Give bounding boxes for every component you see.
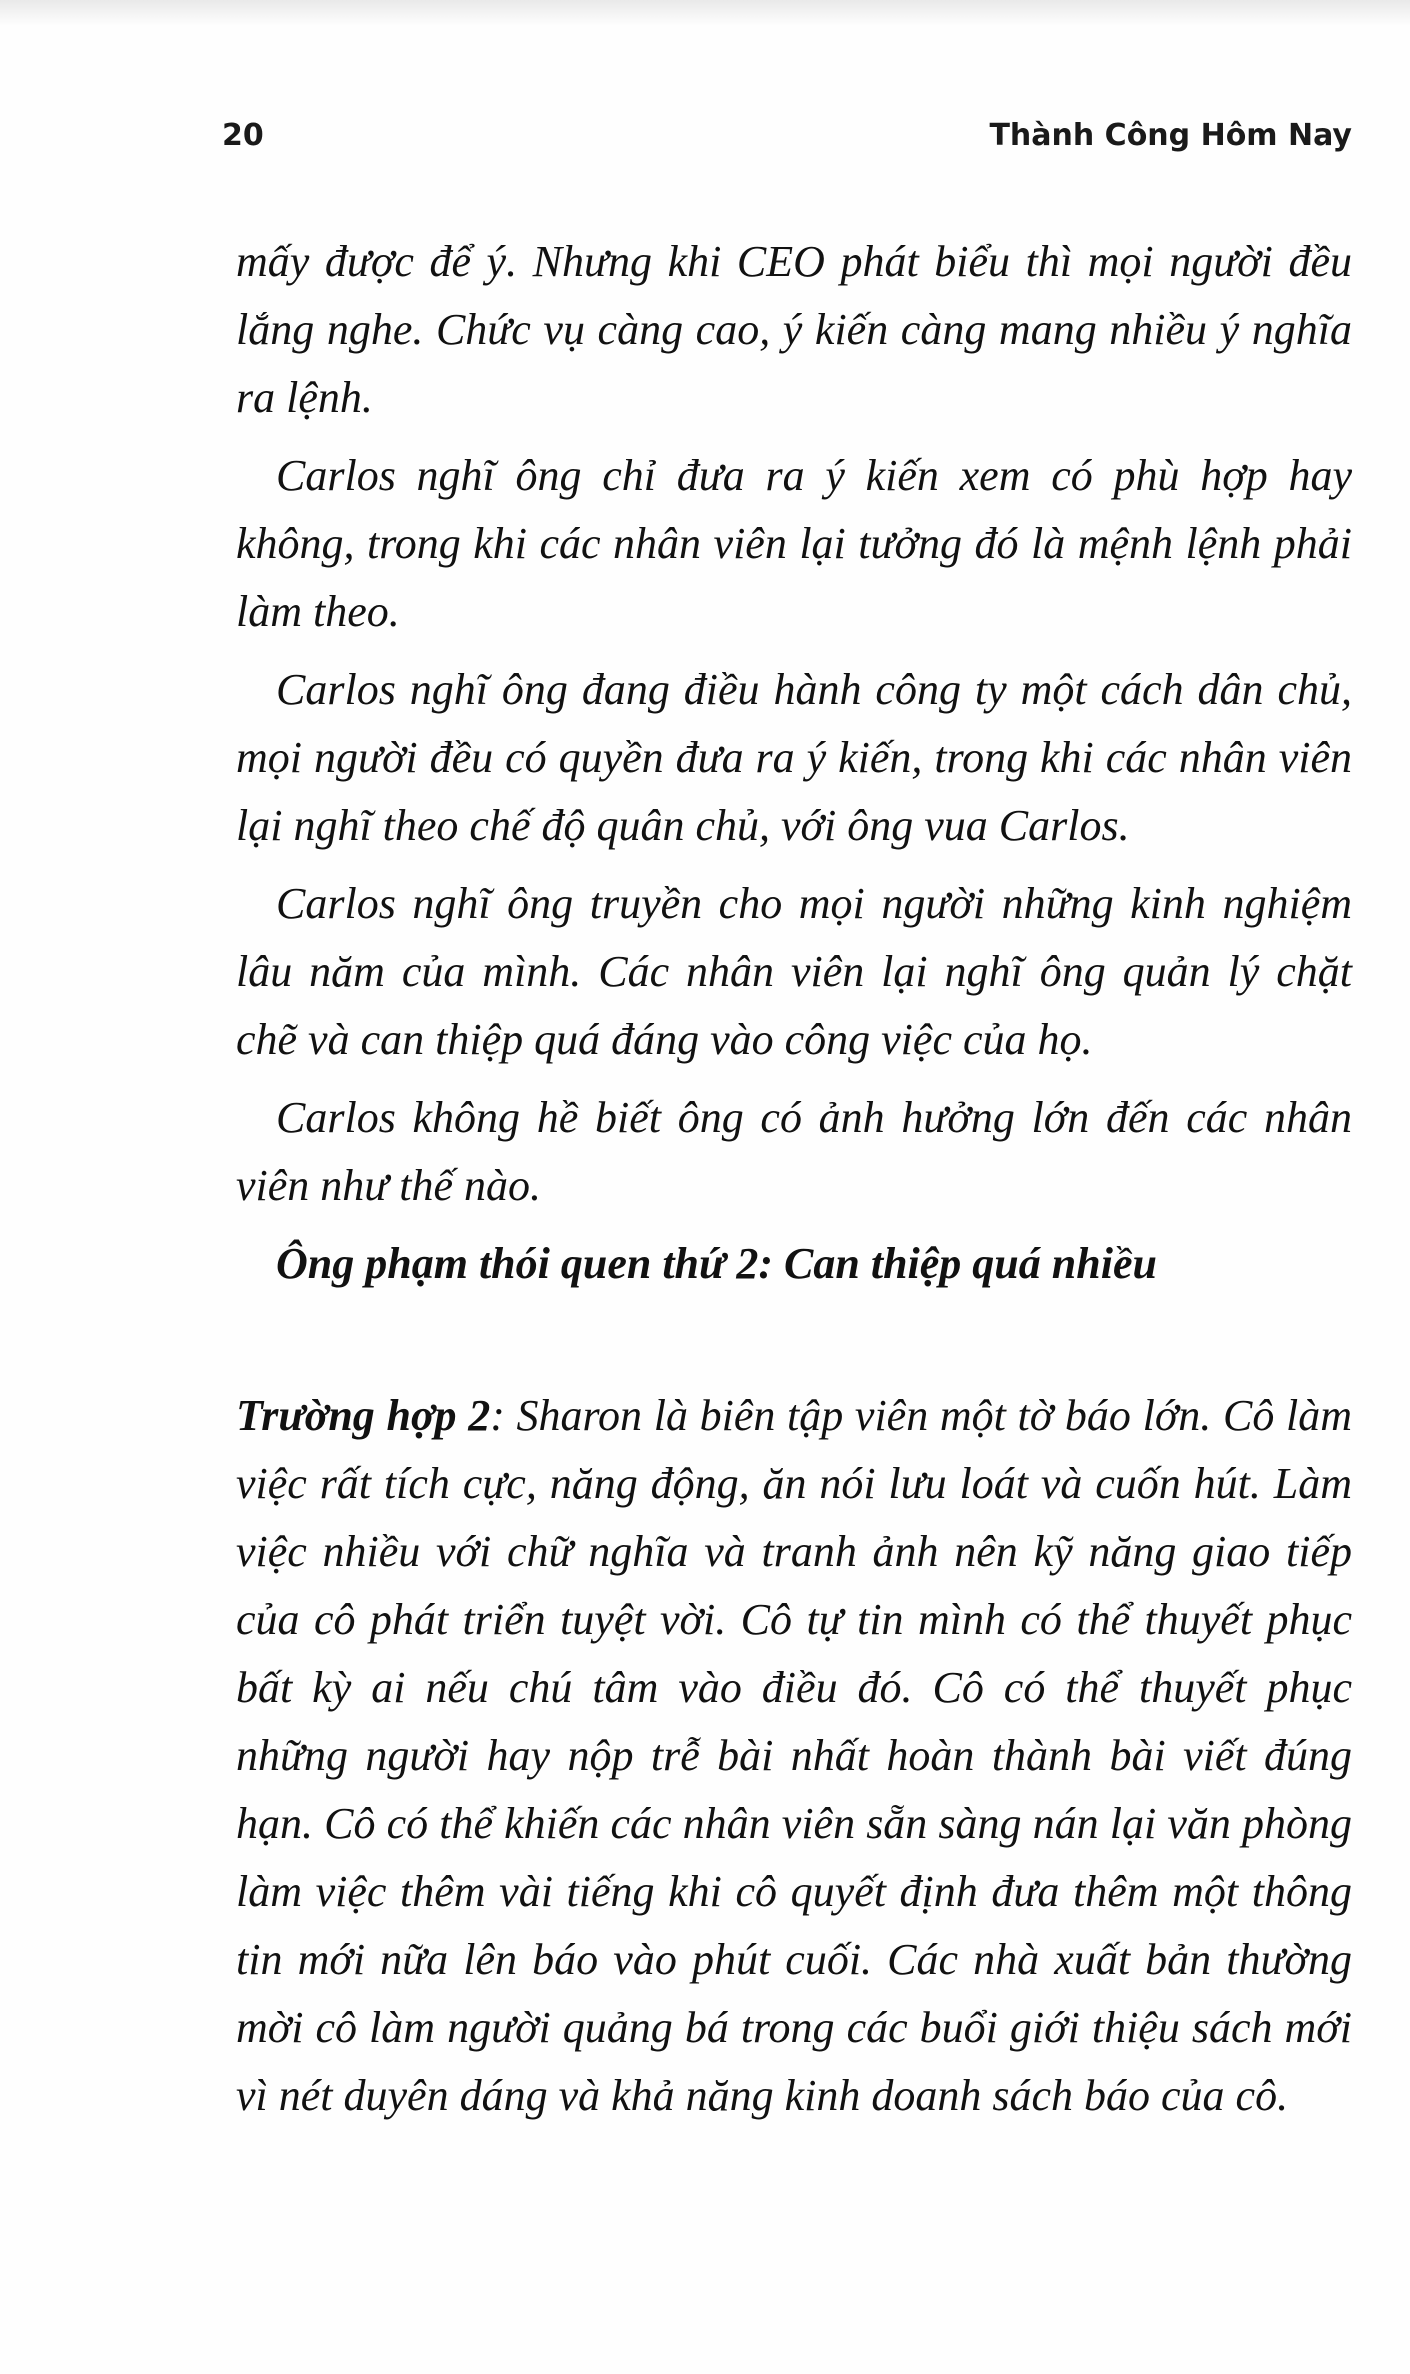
case-study-paragraph xyxy=(236,1382,1352,2130)
paragraph: Carlos không hề biết ông có ảnh hưởng lớn đến các nhân viên như thế nào. xyxy=(236,1093,1352,1210)
page-number: 20 xyxy=(222,118,264,153)
page-body xyxy=(236,228,1352,2130)
case-study-label: Trường hợp 2 xyxy=(236,1391,491,1440)
case-study-text: : Sharon là biên tập viên một tờ báo lớn. Cô làm việc rất tích cực, năng động, ăn nói lưu loát và cuốn hút. Làm việc nhiều với chữ nghĩa và tranh ảnh nên kỹ năng giao tiếp của cô phát triển tuyệt vời. Cô tự tin mình có thể thuyết phục bất kỳ ai nếu chú tâm vào điều đó. Cô có thể thuyết phục những người hay nộp trễ bài nhất hoàn thành bài viết đúng hạn. Cô có thể khiến các nhân viên sẵn sàng nán lại văn phòng làm việc thêm vài tiếng khi cô quyết định đưa thêm một thông tin mới nữa lên báo vào phút cuối. Các nhà xuất bản thường mời cô làm người quảng bá trong các buổi giới thiệu sách mới vì nét duyên dáng và khả năng kinh doanh sách báo của cô. xyxy=(236,1391,1352,2120)
running-title: Thành Công Hôm Nay xyxy=(989,118,1352,153)
page-top-edge-shadow xyxy=(0,0,1410,26)
paragraph: Carlos nghĩ ông chỉ đưa ra ý kiến xem có phù hợp hay không, trong khi các nhân viên lại tưởng đó là mệnh lệnh phải làm theo. xyxy=(236,451,1352,636)
page-header xyxy=(222,112,1352,162)
section-subheading: Ông phạm thói quen thứ 2: Can thiệp quá nhiều xyxy=(276,1239,1157,1288)
paragraph: Carlos nghĩ ông truyền cho mọi người những kinh nghiệm lâu năm của mình. Các nhân viên lại nghĩ ông quản lý chặt chẽ và can thiệp quá đáng vào công việc của họ. xyxy=(236,879,1352,1064)
paragraph-continuation: mấy được để ý. Nhưng khi CEO phát biểu thì mọi người đều lắng nghe. Chức vụ càng cao, ý kiến càng mang nhiều ý nghĩa ra lệnh. xyxy=(236,237,1352,422)
paragraph: Carlos nghĩ ông đang điều hành công ty một cách dân chủ, mọi người đều có quyền đưa ra ý kiến, trong khi các nhân viên lại nghĩ theo chế độ quân chủ, với ông vua Carlos. xyxy=(236,665,1352,850)
